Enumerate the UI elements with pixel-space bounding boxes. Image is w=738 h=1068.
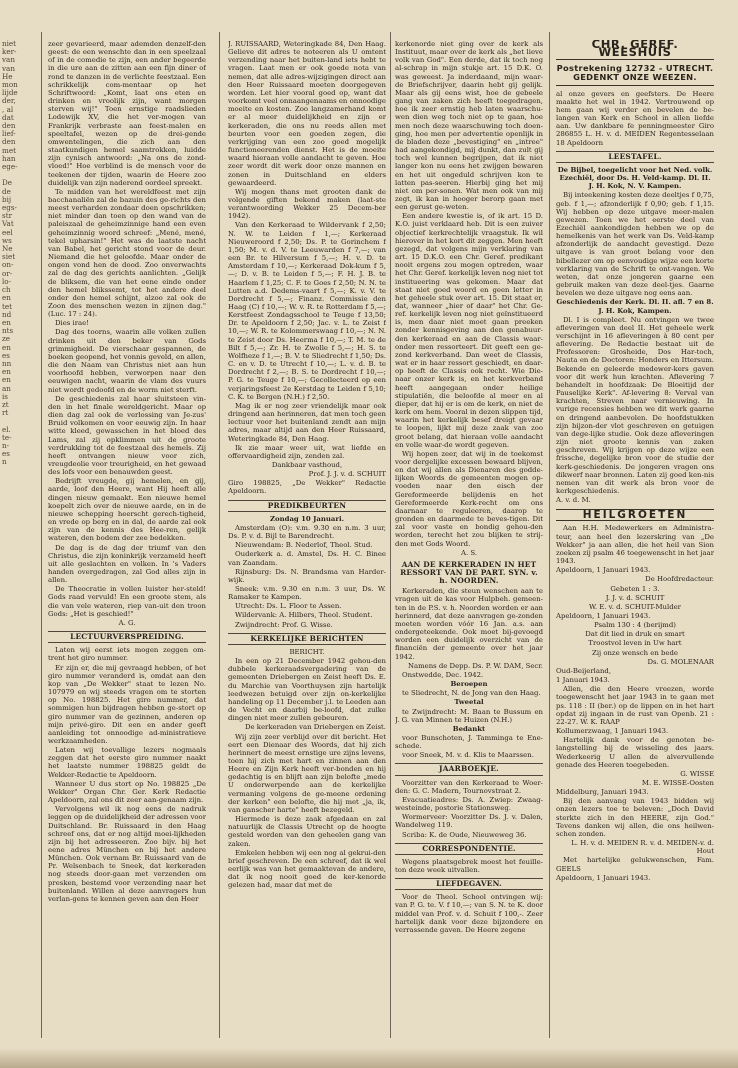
column-rule	[41, 32, 42, 1038]
sermon-date: Zondag 10 Januari.	[270, 514, 344, 523]
greeting-paragraph: Met hartelijke gelukwenschen, Fam. GEELS	[556, 856, 714, 873]
article-signature: A. v. d. M.	[556, 496, 591, 505]
article-signature: A. S.	[460, 548, 478, 557]
dateline: Onstwedde, Dec. 1942.	[402, 670, 484, 679]
giro-line: Giro 198825, „De Wekker" Redactie Apeldoorn.	[228, 479, 386, 496]
article-signature: A. G.	[118, 618, 136, 627]
article-paragraph: Ik zie maar weer uit, wat liefde en offervaardigheid zijn, zenden zal.	[228, 443, 386, 460]
article-paragraph: In een op 21 December 1942 gehou-den dubbele kerkeraadsvergadering van de gemeenten Driebergen en Zeist heeft Ds. E. du Marchie van Voorthuysen zijn hartelijk leedwezen betuigd over zijn on-kerkelijke handeling op 11 December j.l. te Leeden aan de Vecht en daarbij be-loofd, dat zulke dingen niet meer zullen gebeuren.	[228, 657, 386, 723]
greeting-verse: Zij onze wensch en bede	[592, 648, 678, 657]
greeting-paragraph: Aan H.H. Medewerkers en Administra-teur, aan heel den lezerskring van „De Wekker" ja aan allen, die het heil van Sion zoeken zij psalm 46 toegewenscht in het jaar 1943.	[556, 524, 714, 566]
page-bottom-shadow	[0, 1048, 738, 1068]
article-paragraph: Bedrijft vreugde, gij hemelen, en gij, aarde, loof den Heere, want Hij heeft alle dingen nieuw gemaakt. Een nieuwe hemel koepelt zich over de nieuwe aarde, en in de nieuwe schepping heerscht gerech-tigheid, en vrede op berg en in dal, de aarde zal ook zijn van de kennis des Hee-ren, gelijk wateren, den bodem der zee bedekken.	[48, 477, 206, 543]
article-paragraph: Wij zijn zeer verblijd over dit bericht. Het eert een Dienaar des Woords, dat hij zich herinnert de meest ernstige ure zijns levens, toen hij zich met hart en zinnen aan den Heere en Zijn Kerk heeft ver-bonden en hij gedachtig is en blijft aan zijn belofte „mede U onderwerpende aan de kerkelijke vermaning volgens de ge-meene ordening der kerken" een belofte, die hij met „ja, ik, van ganscher harte" heeft bezegeld.	[228, 732, 386, 814]
sermon-entry: Wildervank: A. Hilbers, Theol. Student.	[235, 611, 373, 620]
article-paragraph: De dag is de dag der triumf van den Christus, die zijn koninkrijk verzameld heeft uit alle geslachten en volken. In 's Vaders handen overgedragen, zal God alles zijn in allen.	[48, 543, 206, 585]
donation-list: Van den Kerkeraad te Wildervank f 2,50; N. W. te Leiden f 1,—; Kerkeraad Nieuweroord f 2,50; Ds. P. te Gorinchem f 1,50; M. v. d. V. te Leeuwarden f 7,—; van een Br. te Hilversum f 5,—; H. v. D. te Amsterdam f 10,—; Kerkeraad Dok-kum f 5,—; D. v. B. te Leiden f 5,—; F. H. J. B. te Haarlem f 1,25; C. F. te Goes f 2,50; N. N. te Lutten a.d. Dedems-vaart f 5,—; K. v. V. te Dordrecht f 5,—; Finanz. Commissie den Haag (C) f 10,—; W. v. R. te Rotterdam f 5,—; Kerstfeest Zondagsschool te Teuge f 13,50; Dr. te Apeldoorn f 2,50; Jac. v. L. te Zeist f 10,—; W. R. te Kolommerswaag f 10,—; N. N. te Zeist door Ds. Heerma f 10,—; T. M. te de Bilt f 5,—; Zr. H. te Zwolle f 5,—; H. S. te Wolfheze f 1,—; B. V. te Sliedrecht f 1,50; Ds. C. en v. D. te Utrecht f 10,—; L. v. d. B. te Dordrecht f 2,—; B. S. te Dordrecht f 10,—; P. G. te Teuge f 10,—; Gecollecteerd op een verjaringsfeest 2e Kerstdag te Leiden f 5,10; C. K. te Bergen (N.H.) f 2,50.	[228, 221, 386, 401]
section-heading-jaarboekje: JAARBOEKJE.	[395, 763, 543, 775]
greeting-paragraph: Bij den aanvang van 1943 bidden wij onzen lezers toe te beleven: „Doch David sterkte zich in den HEERE, zijn God." Tevens danken wij allen, die ons heilwen-schen zonden.	[556, 797, 714, 838]
greeting-date: 1 Januari 1943.	[556, 676, 610, 685]
article-paragraph: Te midden van het wereldfeest met zijn bacchanaliën zal de bazuin des ge-richts den meest verharden zondaar doen opschrikken; niet minder dan toen op den wand van de paleiszaal de geheimzinnige hand een even geheimzinnig woord schreef: „Mené, mené, tekel upharsin!" Het was de laatste nacht van Babel, het gericht stond voor de deur. Niemand die het geloofde. Maar onder de ongen vond hen de dood. Zoo onverwachts zal de dag des gerichts aanlichten. „Gelijk de bliksem, die van het eene einde onder den hemel blikssemt, tot het andere deel onder den hemel schijnt, alzoo zal ook de Zoon des menschen wezen in zijnen dag." (Luc. 17 : 24).	[48, 187, 206, 319]
article-paragraph: Dl. I is compleet. Nu ontvingen we twee afleveringen van deel II. Het geheele werk verschijnt in 16 afleveringen à 80 cent per aflevering. De Redactie bestaat uit de Professoren: Grosheide, Dos Har-toch, Nauta en de Doctoren: Honders en Ittersum. Bekende en geleerde medewer-kers gaven voor dit werk hun krachten. Aflevering 7 behandelt in hoofdzaak: De Bloeitijd der Pauselijke Kerk". Af-levering 8: Verval van krachten, Streven naar vernieuwing. In vurige recensies hebben we dit werk gaarne en dringend aanbevolen. De hoofdstukken zijn bijzon-der vlot geschreven en getuigen van dege-lijke studie. Ook deze afleveringen zijn niet groote kennis van zaken geschreven. Wij krijgen op deze wijze een frissche, degelijke bron voor de studie der kerk-geschiedenis. De jongeren vragen ons dikwerf naar bronnen. Laten zij goed ken-nis nemen van dit werk als bron voor de kerkgeschiedenis.	[556, 315, 714, 495]
article-signature: Namens de Depp. Ds. P. W. DAM, Secr.	[407, 661, 543, 670]
greeting-verse: Psalm 130 : 4 (berijmd)	[594, 621, 676, 630]
sermon-entry: Nieuwendam: B. Nederlof, Theol. Stud.	[235, 541, 373, 550]
adjacent-page-edge	[0, 0, 26, 1068]
article-paragraph: Laten wij eerst iets mogen zeggen om-trent het giro nummer.	[48, 646, 206, 663]
article-paragraph: zeer gevarieerd, maar ademden denzelf-den geest: de een wenschte dan in een speelzaal of in de comedie te zijn, een ander begeerde in die ure aan de zitten aan een fijn diner of rond te danzen in de verlichte feestzaal. Een schrikkelijk com-mentaar op het Schriftwoord: „Komt, laat ons eten en drinken en vroolijk zijn, want morgen sterven wij!" Toen ernstige raadslieden Lodewijk XV, die het ver-mogen van Frankrijk verbraste aan feest-malen en speeltafel, wezen op de drei-gende omwentelingen, die zich aan den staatkundigen hemel saamtrokken, luidde zijn cynisch antwoord: „Na ons de zond-vloed!" Hoe verblind is de mensch voor de teekenen der tijden, waarin de Heere zoo duidelijk van zijn naderend oordeel spreekt.	[48, 40, 206, 187]
column-rule	[219, 32, 220, 1038]
yearbook-entry: Scriba: K. de Oude, Nieuweweg 36.	[402, 830, 527, 839]
section-heading-heilgroeten: HEILGROETEN	[556, 509, 714, 521]
column-2	[228, 40, 386, 1040]
article-paragraph: Wegens plaatsgebrek moest het feuille-ton deze week uitvallen.	[395, 857, 543, 874]
weeshuis-title: CHR. GEREF. WEESHUIS	[591, 40, 679, 60]
article-signature: Prof. J. J. v. d. SCHUIT	[308, 470, 386, 479]
masthead-rule	[556, 59, 714, 60]
article-paragraph: J. RUISSAARD, Weteringkade 84, Den Haag. Gelieve dit adres te noteeren als U omtent verzending naar het buiten-land iets hebt te vragen. Laat men er ook goede nota van nemen, dat alle adres-wijzigingen direct aan den Heer Ruissaard moeten doorgegeven worden. Let hier vooral goed op, want dat voorkomt veel onnaangenaams en onnoodige moeite en kosten. Zoo langzamerhand komt er al meer duidelijkheid en zijn er kerkeraden, die ons nu reeds allen met beurten voor een goeden zegen, die verkrijging van een zoo goed mogelijk functioneerenden dienst. Het is de moeite waard hieraan volle aandacht te geven. Hoe zeer wordt dit werk door onze mannen en zonen in Duitschland en elders gewaardeerd.	[228, 40, 386, 187]
greeting-date: Oud-Beijerland,	[556, 666, 612, 675]
greeting-signature: De Hoofdredacteur.	[645, 575, 714, 584]
yearbook-entry: Wormerveer: Voorzitter Ds. J. v. Dalen, Wandelweg 119.	[395, 813, 543, 830]
closing-line: Dankbaar vasthoud,	[271, 460, 343, 469]
weeshuis-postrekening: Postrekening 12732 - UTRECHT.	[556, 63, 714, 74]
article-paragraph: Een andere kwestie is, of ik art. 15 D. K.O. juist verklaard heb. Dit is een zuiver objectief kerkrechtelijk vraagstuk. Ik wil hierover in het kort dit zeggen. Men heeft gezegd, dat volgens mijn verklaring van art. 15 D.K.O. een Chr. Geref. predikant nooit ergens zou mogen optreden, waar het Chr. Geref. kerkelijk leven nog niet tot institueering was gekomen. Maar dat staat niet goed woord en geen letter in het geheele stuk over art. 15. Dit staat er, dat, wanneer „hier of daar" het Chr. Ge-ref. kerkelijk leven nog niet geïnstitueerd is, men daar niet moet gaan preeken zonder kennisgeving aan den genabuur-den kerkeraad en aan de Classis waar-onder men ressorteert. Dit geeft een ge-zond kerkverband. Dan weet de Classis, wat er in haar ressort geschiedt, en daar-op heeft de Classis ook recht. Wie Die-naar onzer kerk is, en het kerkverband heeft aangegaan onder heilige stipulatiën, die beloofde al meer en al dieper, dat hij er is om de kerk, en niet de kerk om hem. Vooral in dezen slippen tijd, waarin het kerkelijk besef dreigt gevaar te loopen, lijkt mij deze zaak van zoo groot belang, dat hieraan volle aandacht en volle waar-de wordt gegeven.	[395, 212, 543, 449]
column-4	[556, 40, 714, 1040]
greeting-verse: Gebeten 1 : 3.	[610, 584, 660, 593]
greeting-signature: G. WISSE	[680, 769, 714, 778]
greeting-date: Apeldoorn, 1 Januari 1943.	[556, 566, 651, 575]
article-paragraph: De geschiedenis zal haar sluitsteen vin-den in het finale wereldgericht. Maar op dien dag zal ook de verlossing van Je-zus' Bruid volkomen en voor eeuwig zijn. In haar witte kleed, gewasschen in het bloed des Lams, zal zij opklimmen uit de groote verdrukking tot de feestzaal des hemels. Zij heeft ontvangen nieuw voor zich, vreugdeolie voor treurigheid, en het gewaad des lofs voor een benauwden geest.	[48, 394, 206, 477]
sub-heading-bericht: BERICHT.	[289, 647, 325, 656]
greeting-signature: L. H. v. d. MEIDEN R. v. d. MEIDEN-v. d. Hout	[571, 839, 714, 856]
greeting-signature: J. J. v. d. SCHUIT	[605, 593, 665, 602]
weeshuis-slogan: GEDENKT ONZE WEEZEN.	[573, 72, 697, 83]
greeting-paragraph: Allen, die den Heere vreezen, worde toegewenscht het jaar 1943 in te gaan met ps. 118 : II (ber.) op de lippen en in het hart opdat zij ingaan in de rust van Openb. 21 : 22-27. W. K. RAAP	[556, 685, 714, 726]
sermon-entry: Ouderkerk a. d. Amstel, Ds. H. C. Binee van Zaandam.	[228, 550, 386, 567]
yearbook-entry: Evacuatieadres: Ds. A. Zwiep: Zwaag-westeinde, postorie Stationsweg.	[395, 795, 543, 813]
column-rule	[390, 32, 391, 1038]
article-paragraph: Laten wij toevallige lezers nogmaals zeggen dat het eerste giro nummer naakt het laatste nummer 198825 geldt de Wekker-Redactie te Apeldoorn.	[48, 746, 206, 779]
article-paragraph: Wij mogen thans met grooten dank de volgende giften bekend maken (laat-ste verantwoording Wekker 25 Decem-ber 1942).	[228, 187, 386, 221]
article-paragraph: Mag ik er nog zeer vriendelijk maar ook dringend aan herinneren, dat men toch geen lectuur voor het buitenland zendt aan mijn adres, maar altijd aan den Heer Ruissaard, Weteringkade 84, Den Haag.	[228, 401, 386, 443]
section-heading-correspondentie: CORRESPONDENTIE.	[395, 843, 543, 855]
section-heading-liefdegaven: LIEFDEGAVEN.	[395, 878, 543, 890]
sermon-entry: Zwijndrecht: Prof. G. Wisse.	[235, 620, 333, 629]
sermon-entry: Sneek: v.m. 9.30 en n.m. 3 uur, Ds. W. Ramaker te Kampen.	[228, 585, 386, 602]
masthead-rule	[556, 85, 714, 86]
article-paragraph: Dag des toorns, waarin alle volken zullen drinken uit den beker van Gods grimmigheid. De vierschaar gespannen, de boeken geopend, het vonnis geveld, en allen, die den Naam van Christus niet aan hun voorhoofd hebben, verworpen naar den eeuwigen nacht, waarin de vlam des vuurs niet wordt gedoofd en de worm niet sterft.	[48, 328, 206, 394]
column-1	[48, 40, 206, 1040]
greeting-date: Kollumerzwaag, 1 Januari 1943.	[556, 727, 669, 736]
article-paragraph: De Theocratie in vollen luister her-steld! Gods raad vervuld! En een groote stem, als die van vele wateren, riep van-uit den troon Gods: „Het is geschied!"	[48, 585, 206, 618]
call-entry: voor Sneek, M. v. d. Klis te Maarssen.	[402, 751, 534, 760]
article-paragraph: Hiermede is deze zaak afgedaan en zal natuurlijk de Classis Utrecht op de hoogte gesteld worden van den geheelen gang van zaken.	[228, 815, 386, 848]
call-entry: voor Bunschoten, J. Tamminga te Ene-schede.	[395, 733, 543, 751]
section-heading-kerkelijke-berichten: KERKELIJKE BERICHTEN	[228, 633, 386, 645]
book-title: Geschiedenis der Kerk. Dl. II. afl. 7 en 8. J. H. Kok, Kampen.	[556, 298, 714, 315]
greeting-signature: M. E. WISSE-Oosten	[641, 778, 714, 787]
call-entry: te Sliedrecht, N. de Jong van den Haag.	[402, 689, 541, 698]
sub-heading-beroepen: Beroepen	[450, 680, 488, 689]
greeting-date: Apeldoorn, 1 Januari 1943.	[556, 873, 651, 882]
article-paragraph: Voor de Theol. School ontvingen wij: van P. G. te. V. f 10,—; van S. N. te K. door middel van Prof. v. d. Schuit f 100,-. Zeer hartelijk dank voor deze bijzondere en verrassende gaven. De Heere zegene	[395, 893, 543, 934]
section-heading-kerkeraden-noorden: AAN DE KERKERADEN IN HET RESSORT VAN DE PART. SYN. v. h. NOORDEN.	[400, 559, 538, 586]
greeting-signature: Ds. G. MOLENAAR	[647, 657, 714, 666]
article-paragraph: Bij inteekening kosten deze deeltjes f 0,75, geb. f 1,—; afzonderlijk f 0,90; geb. f 1,15. Wij hebben op deze uitgave meer-malen gewezen. Toen we het eerste deel van Ezechiël aankondigden hebben we op de hemelkenis van het werk van Ds. Veld-kamp afzonderlijk de aandacht gevestigd. Deze uitgave is van groot belang voor den bibellezer om op eenvoudige wijze een korte verklaring van de Schrift te ont-vangen. We weten, dat onze jongeren gaarne een gebruik maken van deze deel-tjes. Gaarne bevelen we deze uitgave nog eens aan.	[556, 191, 714, 298]
article-paragraph: Kerkeraden, die steun wenschen aan te vragen uit de kas voor Hulpbeh. gemeen-ten in de P.S. v. h. Noorden worden er aan herinnerd, dat deze aanvragen ge-zonden moeten worden vóór 16 Jan. a.s. aan ondergeteekende. Ook moet bij-gevoegd worden een duidelijk overzicht van de financiën der gemeente over het jaar 1942.	[395, 587, 543, 661]
column-rule	[549, 32, 550, 1038]
call-entry: te Zwijndrecht: M. Baan te Bussum en J. G. van Minnen te Huizen (N.H.)	[395, 707, 543, 724]
article-signature: De kerkeraden van Driebergen en Zeist.	[244, 723, 386, 732]
sermon-entry: Rijnsburg: Ds. N. Brandsma van Harder-wijk.	[228, 567, 386, 584]
greeting-verse: Troostvol leven in Uw hart	[588, 639, 682, 648]
greeting-date: Apeldoorn, 1 Januari 1943.	[556, 612, 651, 620]
column-3	[395, 40, 543, 1040]
article-paragraph: Vervolgens wil ik nog eens de nadruk leggen op de duidelijkheid der adressen voor Duitschland. Br. Ruissaard in den Haag schreef ons, dat er nog altijd moei-lijkheden zijn bij het adresseeren. Zoo bijv. bij het eene adres München en bij het andere München. Ook vernam Br. Ruissaard van de Pr. Welsenbach te Sneek, dat kerkeraden nog steeds door-gaan met verzenden om presken, bestemd voor verzending naar het buitenland. Willen al deze aanvragers hun verlan-gens te kennen geven aan den Heer	[48, 805, 206, 903]
section-heading-leestafel: LEESTAFEL.	[556, 151, 714, 163]
article-paragraph: Wanneer U dus stort op No. 198825 „De Wekker" Organ Chr. Ger. Kerk Redactie Apeldoorn, zal ons dit zeer aan-genaam zijn.	[48, 779, 206, 805]
section-heading-lectuurverspreiding: LECTUURVERSPREIDING.	[48, 631, 206, 643]
sub-heading-tweetal: Tweetal	[454, 698, 484, 707]
book-title: De Bijbel, toegelicht voor het Ned. volk. Ezechiël, door Ds. H. Veld-kamp. Dl. II. J. H. Kok, N. V. Kampen.	[557, 165, 713, 191]
section-heading-predikbeurten: PREDIKBEURTEN	[228, 500, 386, 512]
greeting-paragraph: Hartelijk dank voor de genoten be-langstelling bij de wisseling des jaars. Wederkeerig U allen de alvervullende genade des Heeren toegebeden.	[556, 736, 714, 769]
yearbook-entry: Voorzitter van den Kerkeraad te Woer-den: G. C. Madern, Tournovstraat 2.	[395, 778, 543, 795]
sermon-entry: Amsterdam (O): v.m. 9.30 en n.m. 3 uur, Ds. P. v. d. Bijl te Barendrecht.	[228, 523, 386, 541]
article-paragraph: kerkenorde niet ging over de kerk als Instituut, maar over de kerk als „het lieve volk van God". Een derde, dat ik toch nog al-schrap in mijn stukje art. 15 D.K. O. was geweest. Ja inderdaand, mijn waar-de Briefschrijver, daarin hebt gij gelijk. Maar als gij eens wist, hoe de gebeele gang van zaken zich heeft toegedragen, hoe ik zeer ernstig heb laten waarschu-wen dien weg toch niet op te gaan, hoe men noch deze waarschuwing toch doen-ging, hoe men per advertentie openlijk in de bladen deze „bevestiging" en „intree" had aangekondigd, mij dunkt, dan zult gij toch wel kunnen begrijpen, dat ik niet langer kon nu eens het zwijgen bewaren en het uit ongeduld schrijven kon te latten pas-seeren. Hierbij ging het mij niet om per-sonen. Wat men ook van mij zegt, ik kan in hooger berorp gaan met een gerust ge-weten.	[395, 40, 543, 212]
sermon-entry: Utrecht: Ds. L. Floor te Assen.	[235, 602, 342, 611]
article-paragraph: Emkelen hebben wij een nog al gekrui-den brief geschreven. De een schreef, dat ik wel eerlijk was van het gemaaktevan de andere, dat ik nog nooit goed de ker-kenorde gelezen had, maar dat met de	[228, 848, 386, 890]
greeting-verse: Dat dit lied in druk en smart	[585, 630, 685, 639]
article-paragraph: Er zijn er, die mij gevraagd hebben, of het giro nummer veranderd is, omdat aan den kop van „De Wekker" staat te lezen No. 107979 en wij steeds vragen om te storten op No. 198825. Het giro nummer, dat sommigen hun bijdragen hebben ge-stort op giro nummer van de gezinnen, anderen op mijn privé-giro. Dit een en ander geeft aanleiding tot onnoodige ad-ministratieve werkzaamheden.	[48, 663, 206, 745]
greeting-date: Middelburg, Januari 1943.	[556, 788, 649, 797]
adjacent-page-text: niet ker- van van He mon lijde der, , al dat den lief- den met han ege- De de bij egs- str Vat eel ws Ne siet on- or- lo- ch en tet nd en nts ze en es nn en en an is zt rt el. te- n- es n	[2, 39, 18, 467]
article-paragraph: al onze gevers en geefsters. De Heere maakte het wel in 1942. Vertrouwend op hem gaan wij verder en bevelen de be-langen van Kerk en School in allen liefde aan. Uw dankbare fe penningmeester Giro 286855 L. H. v. d. MEIDEN Regentesselaan 18 Apeldoorn	[556, 89, 714, 147]
article-paragraph: Wij hopen zeer, dat wij in de toekomst voor dergelijke excessen bewaard blijven, en dat wij allen als Dienaren des godde-lijken Woords de gemeenten mogen op-voeden naar den eisch der Gereformeerde belijdenis en het Gereformeerde Kerk-recht om ons daarnaar te reguleeren, daarop te gronden en daarmede te beves-tigen. Dit zal voor vaste en bondig gehou-den worden, terecht het zou blijken te strij-den met Gods Woord.	[395, 449, 543, 548]
article-paragraph: Dies irae!	[55, 319, 89, 328]
sub-heading-bedankt: Bedankt	[452, 724, 486, 733]
greeting-signature: W. E. v. d. SCHUIT-Mulder	[589, 602, 681, 611]
